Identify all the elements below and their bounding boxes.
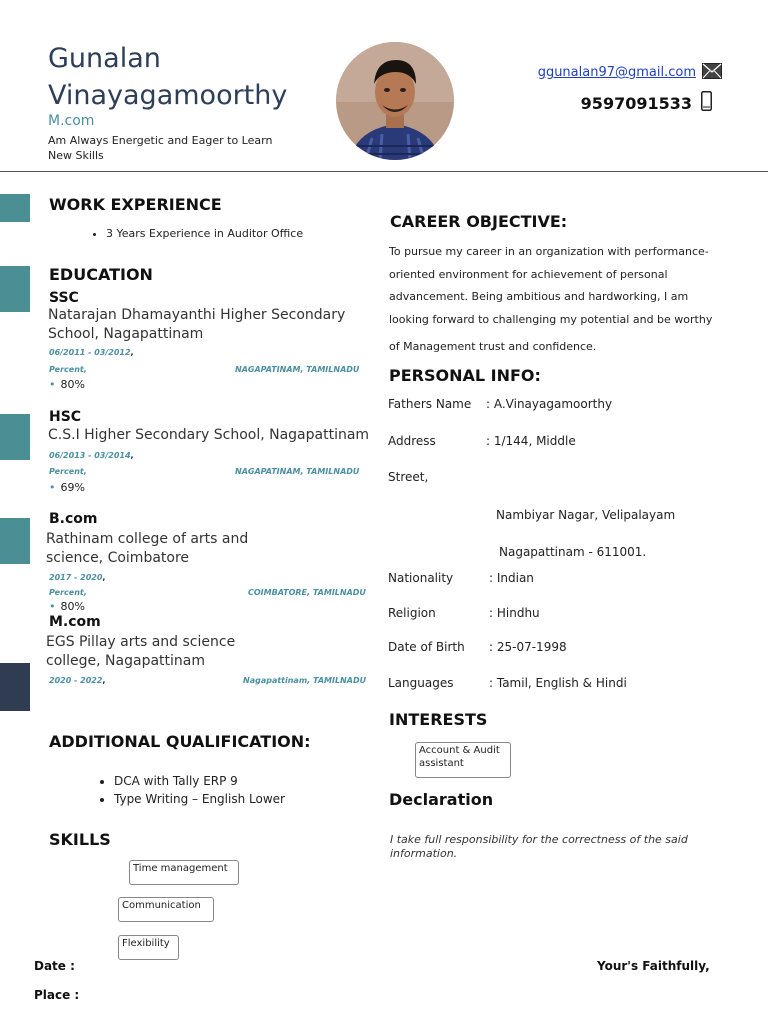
edu-level: HSC (49, 409, 82, 425)
edu-location: COIMBATORE, TAMILNADU (248, 588, 366, 597)
nationality-value: : Indian (489, 571, 534, 585)
phone-number: 9597091533 (580, 94, 692, 113)
declaration-heading: Declaration (389, 790, 494, 809)
tagline: Am Always Energetic and Eager to Learn New Skills (48, 134, 273, 162)
skill-box: Communication (118, 897, 214, 922)
edu-percent: • 80% (49, 600, 85, 613)
list-item: • 3 Years Experience in Auditor Office (106, 225, 303, 243)
dob-label: Date of Birth (388, 640, 465, 654)
education-heading: EDUCATION (49, 265, 153, 284)
degree-label: M.com (48, 113, 95, 129)
edu-location: NAGAPATINAM, TAMILNADU (235, 467, 360, 476)
work-experience-heading: WORK EXPERIENCE (49, 195, 222, 214)
objective-line: of Management trust and confidence. (389, 340, 597, 353)
objective-line: advancement. Being ambitious and hardworking, I am (389, 290, 689, 303)
languages-value: : Tamil, English & Hindi (489, 676, 627, 690)
candidate-name (48, 40, 328, 114)
skill-box: Flexibility (118, 935, 179, 960)
objective-line: oriented environment for achievement of personal (389, 267, 668, 281)
qualification-list (96, 772, 285, 808)
edu-percent-label: Percent, (49, 467, 87, 476)
address-line: Nagapattinam - 611001. (499, 545, 647, 559)
place-label: Place : (34, 988, 80, 1002)
interests-heading: INTERESTS (389, 710, 488, 729)
address-line: Nambiyar Nagar, Velipalayam (496, 508, 676, 522)
edu-dates: 06/2013 - 03/2014, (49, 451, 134, 460)
email-link[interactable]: ggunalan97@gmail.com (537, 65, 696, 80)
career-objective-text (389, 241, 715, 359)
skill-box: Time management (129, 860, 239, 885)
edu-institution: Natarajan Dhamayanthi Higher Secondary School, Nagapattinam (48, 307, 346, 342)
accent-bar (0, 663, 30, 711)
languages-label: Languages (388, 676, 454, 690)
edu-dates: 06/2011 - 03/2012, (49, 348, 134, 357)
accent-bar (0, 414, 30, 460)
fathers-name-label: Fathers Name (388, 397, 472, 411)
skills-heading: SKILLS (49, 830, 111, 849)
date-label: Date : (34, 959, 75, 973)
last-name: Vinayagamoorthy (48, 80, 288, 111)
closing-signoff: Your's Faithfully, (597, 959, 710, 973)
declaration-text: I take full responsibility for the correctness of the said information. (390, 833, 688, 860)
edu-location: Nagapattinam, TAMILNADU (243, 676, 367, 685)
dob-value: : 25-07-1998 (489, 640, 567, 654)
work-experience-list (88, 225, 303, 243)
accent-bar (0, 518, 30, 564)
accent-bar (0, 266, 30, 312)
fathers-name-value: : A.Vinayagamoorthy (486, 397, 613, 411)
objective-line: looking forward to challenging my potential and be worthy (389, 312, 713, 326)
address-value: : 1/144, Middle (486, 434, 576, 448)
religion-label: Religion (388, 606, 436, 620)
list-item: • DCA with Tally ERP 9 (114, 772, 285, 790)
religion-value: : Hindhu (489, 606, 540, 620)
edu-percent-label: Percent, (49, 365, 87, 374)
edu-level: M.com (49, 614, 101, 630)
objective-line: To pursue my career in an organization with performance- (389, 245, 709, 258)
edu-percent: • 69% (49, 481, 85, 494)
edu-percent-label: Percent, (49, 588, 87, 597)
career-objective-heading: CAREER OBJECTIVE: (390, 212, 568, 231)
first-name: Gunalan (48, 43, 161, 74)
edu-dates: 2017 - 2020, (49, 573, 106, 582)
edu-institution: C.S.I Higher Secondary School, Nagapattinam (48, 427, 370, 443)
edu-percent: • 80% (49, 378, 85, 391)
edu-level: SSC (49, 290, 79, 306)
header-divider (0, 171, 768, 172)
accent-bar (0, 194, 30, 222)
edu-level: B.com (49, 511, 98, 527)
list-item: • Type Writing – English Lower (114, 790, 285, 808)
personal-info-heading: PERSONAL INFO: (389, 366, 541, 385)
edu-location: NAGAPATINAM, TAMILNADU (235, 365, 360, 374)
interest-box: Account & Audit assistant (415, 742, 511, 778)
address-line: Street, (388, 470, 429, 484)
edu-institution: Rathinam college of arts and science, Coimbatore (46, 531, 249, 566)
edu-institution: EGS Pillay arts and science college, Nagapattinam (46, 634, 236, 669)
nationality-label: Nationality (388, 571, 454, 585)
edu-dates: 2020 - 2022, (49, 676, 106, 685)
mobile-phone-icon (701, 91, 712, 111)
profile-photo (336, 42, 454, 160)
additional-qualification-heading: ADDITIONAL QUALIFICATION: (49, 732, 311, 751)
address-label: Address (388, 434, 436, 448)
envelope-icon (702, 63, 722, 79)
